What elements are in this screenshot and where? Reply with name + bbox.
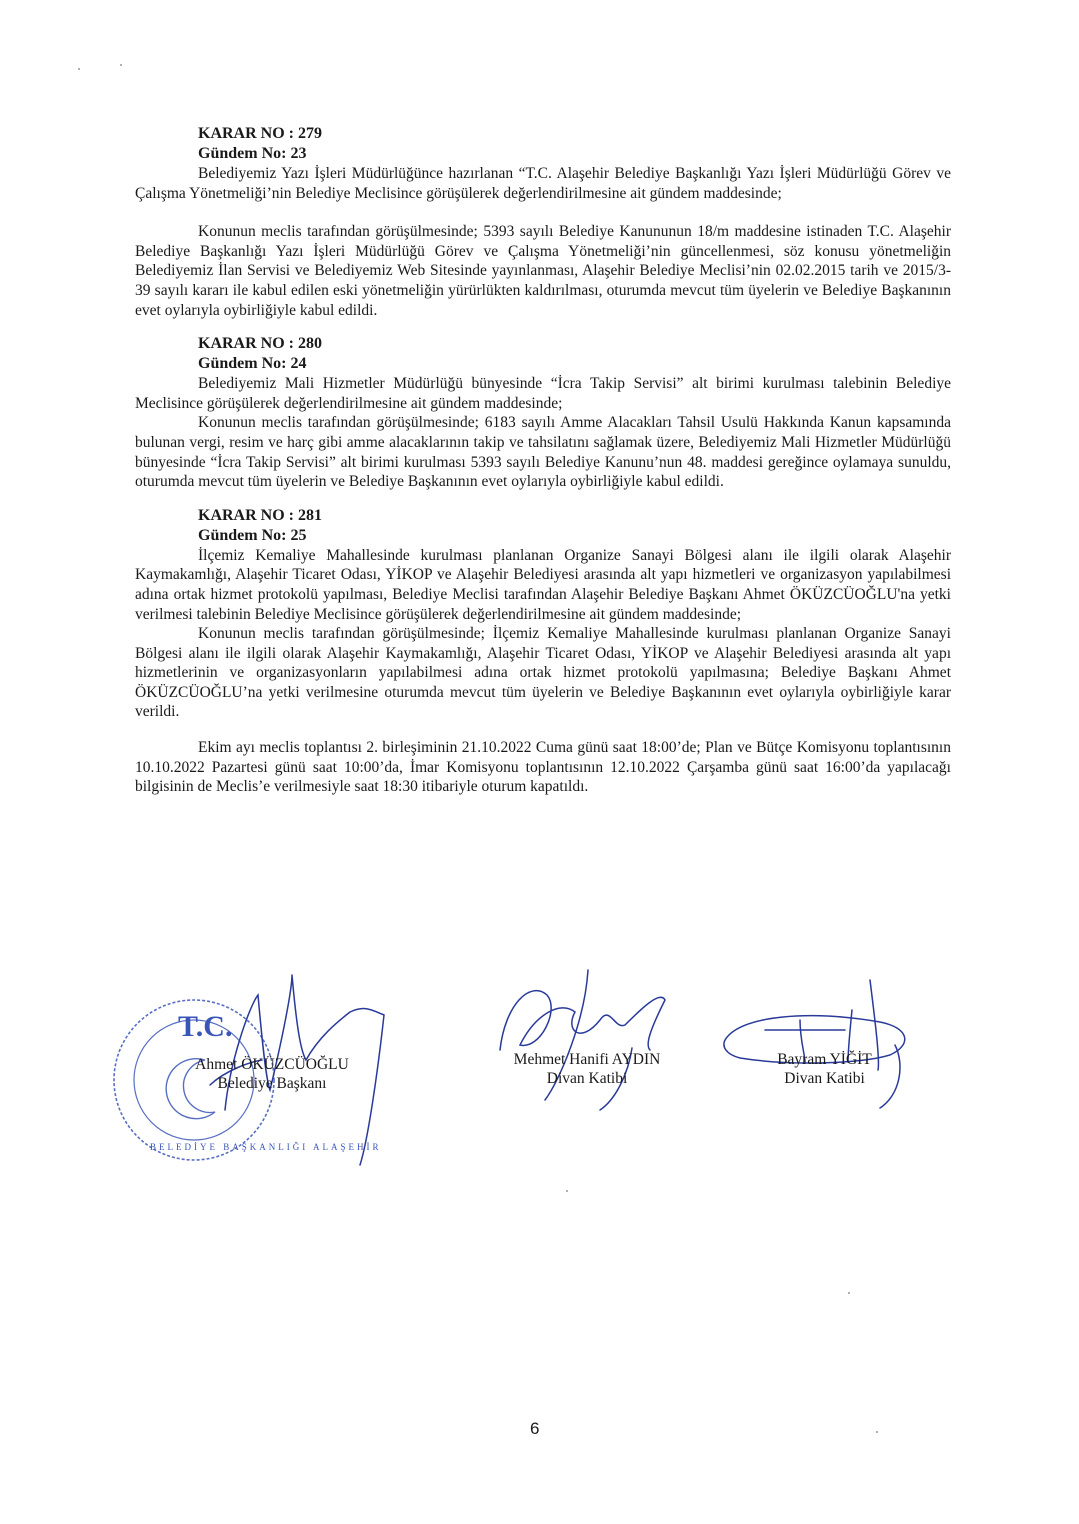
signatory-title: Belediye Başkanı (217, 1075, 327, 1092)
signatory-title: Divan Katibi (784, 1070, 865, 1087)
karar-no-heading: KARAR NO : 280 (198, 335, 322, 353)
signature-block-mayor (172, 1055, 372, 1093)
signatory-name: Bayram YİĞİT (777, 1051, 872, 1068)
karar-no-heading: KARAR NO : 281 (198, 506, 322, 524)
closing-paragraph: Ekim ayı meclis toplantısı 2. birleşiminin 21.10.2022 Cuma günü saat 18:00’de; Plan ve Bütçe Komisyonu toplantısının 10.10.2022 Pazartesi günü saat 10:00’da, İmar Komisyonu toplantısının 12.10.2022 Çarşamba günü saat 16:00’da yapılacağı bilgisinin de Meclis’e verilmesiyle saat 18:30 itibariyle oturum kapatıldı. (135, 739, 951, 796)
signature-block-secretary-2 (732, 1050, 917, 1088)
page-number: 6 (530, 1419, 540, 1438)
signature-block-secretary-1 (487, 1050, 687, 1088)
decision-paragraph: Belediyemiz Yazı İşleri Müdürlüğünce hazırlanan “T.C. Alaşehir Belediye Başkanlığı Yazı İşleri Müdürlüğü Görev ve Çalışma Yönetmeliği’nin Belediye Meclisince görüşülerek değerlendirilmesine ait gündem maddesinde; (135, 165, 951, 202)
signatory-title: Divan Katibi (546, 1070, 628, 1087)
decision-paragraph: Belediyemiz Mali Hizmetler Müdürlüğü bünyesinde “İcra Takip Servisi” alt birimi kurulması talebinin Belediye Meclisince görüşülerek değerlendirilmesine ait gündem maddesinde; (135, 375, 951, 412)
gundem-no-heading: Gündem No: 24 (198, 355, 307, 373)
seal-center-text: T.C. (178, 1010, 233, 1043)
signatory-name: Ahmet ÖKÜZCÜOĞLU (195, 1056, 349, 1073)
decision-paragraph: Konunun meclis tarafından görüşülmesinde; 6183 sayılı Amme Alacakları Tahsil Usulü Hakkında Kanun kapsamında bulunan vergi, resim ve harç gibi amme alacaklarının takip ve tahsilatını sağlamak üzere, Belediyemiz Mali Hizmetler Müdürlüğü bünyesinde “İcra Takip Servisi” alt birimi kurulması 5393 sayılı Belediye Kanunu’nun 48. maddesi gereğince oylamaya sunuldu, oturumda mevcut tüm üyelerin ve Belediye Başkanının evet oylarıyla oybirliğiyle kabul edildi. (135, 414, 951, 491)
gundem-no-heading: Gündem No: 23 (198, 145, 307, 162)
decision-paragraph: Konunun meclis tarafından görüşülmesinde; İlçemiz Kemaliye Mahallesinde kurulması planlanan Organize Sanayi Bölgesi alanı ile ilgili olarak Alaşehir Kaymakamlığı, Alaşehir Ticaret Odası, YİKOP ve Alaşehir Belediyesi arasında alt yapı hizmetlerinin ve organizasyonların yapılabilmesi adına ortak hizmet protokolü yapılmasına; Belediye Başkanı Ahmet ÖKÜZCÜOĞLU’na yetki verilmesine oturumda mevcut tüm üyelerin ve Belediye Başkanının evet oylarıyla oybirliğiyle karar verildi. (135, 625, 951, 721)
signatory-name: Mehmet Hanifi AYDIN (513, 1051, 661, 1068)
seal-ring-text: BELEDİYE BAŞKANLIĞI ALAŞEHİR (150, 1142, 382, 1152)
decision-paragraph: İlçemiz Kemaliye Mahallesinde kurulması planlanan Organize Sanayi Bölgesi alanı ile ilgili olarak Alaşehir Kaymakamlığı, Alaşehir Ticaret Odası, YİKOP ve Alaşehir Belediyesi arasında alt yapı hizmetleri ve organizasyon yapılabilmesi adına ortak hizmet protokolü yapılması, Belediye Meclisi tarafından Alaşehir Belediye Başkanı Ahmet ÖKÜZCÜOĞLU'na yetki verilmesi talebinin Belediye Meclisince görüşülerek değerlendirilmesine ait gündem maddesinde; (135, 546, 951, 623)
karar-no-heading: KARAR NO : 279 (198, 125, 322, 142)
gundem-no-heading: Gündem No: 25 (198, 526, 307, 544)
decision-paragraph: Konunun meclis tarafından görüşülmesinde; 5393 sayılı Belediye Kanununun 18/m maddesine istinaden T.C. Alaşehir Belediye Başkanlığı Yazı İşleri Müdürlüğü Görev ve Çalışma Yönetmeliği’nin güncellenmesi, söz konusu yönetmeliğin Belediyemiz İlan Servisi ve Belediyemiz Web Sitesinde yayınlanması, Alaşehir Belediye Meclisi’nin 02.02.2015 tarih ve 2015/3-39 sayılı kararı ile kabul edilen eski yönetmeliğin yürürlükten kaldırılması, oturumda mevcut tüm üyelerin ve Belediye Başkanının evet oylarıyla oybirliğiyle kabul edildi. (135, 223, 951, 319)
